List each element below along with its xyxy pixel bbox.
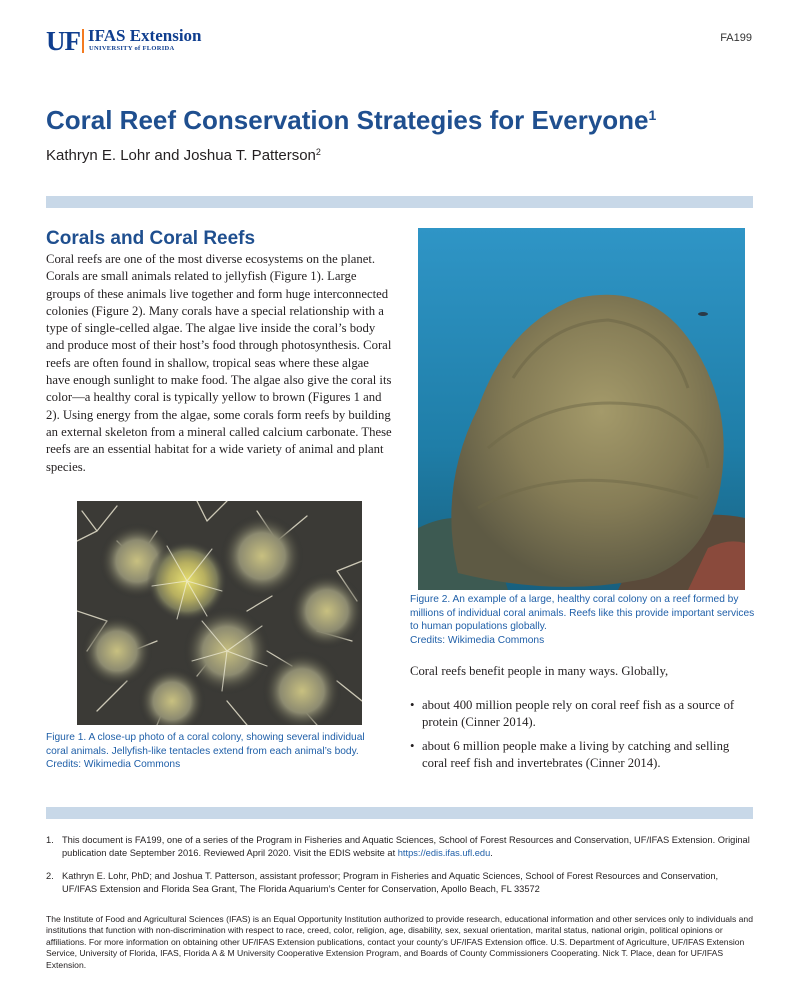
intro-paragraph: Coral reefs are one of the most diverse ecosystems on the planet. Corals are small animals related to jellyfish (Figure 1). Large groups of these animals live together and form huge interconnected colonies (Figure 2). Many corals have a special relationship with a type of single-celled algae. The algae live inside the coral’s body and produce most of their host’s food through photosynthesis. Coral reefs are often found in shallow, tropical seas where these algae have enough sunlight to make food. The algae also give the coral its color—a healthy coral is typically yellow to brown (Figures 1 and 2). Using energy from the algae, some corals form reefs by building an external skeleton from a mineral called calcium carbonate. These reefs are an essential habitat for a wide variety of animal and plant species. (46, 252, 392, 474)
figure2-caption (410, 593, 755, 647)
document-id: FA199 (720, 32, 752, 44)
figure2-photo (418, 228, 745, 590)
page-title (46, 105, 656, 136)
footnote-2-text: Kathryn E. Lohr, PhD; and Joshua T. Patterson, assistant professor; Program in Fisheries and Aquatic Sciences, School of Forest Resources and Conservation, UF/IFAS Extension and Florida Sea Grant, The Florida Aquarium’s Center for Conservation, Apollo Beach, FL 33572 (62, 871, 719, 894)
author-footnote-marker: 2 (315, 147, 321, 157)
footnote-1-text: This document is FA199, one of a series of the Program in Fisheries and Aquatic Sciences, School of Forest Resources and Conservation, UF/IFAS Extension. Original publication date September 2016. Reviewed April 2020. Visit the EDIS website at (62, 835, 750, 858)
logo-ifas-text: IFAS Extension (88, 26, 202, 45)
edis-website-link[interactable]: https://edis.ifas.ufl.edu (397, 848, 491, 858)
figure1-photo (77, 501, 362, 725)
page-title-text: Coral Reef Conservation Strategies for Everyone (46, 105, 649, 135)
author-names: Kathryn E. Lohr and Joshua T. Patterson (46, 147, 316, 164)
figure2-caption-text: Figure 2. An example of a large, healthy coral colony on a reef formed by millions of individual coral animals. Reefs like this provide important services to human populations globally. (410, 594, 755, 632)
footnote-2-number: 2. (46, 871, 54, 881)
header-divider (46, 196, 753, 208)
benefits-list (410, 697, 755, 778)
figure1-caption-text: Figure 1. A close-up photo of a coral colony, showing several individual coral animals. Jellyfish-like tentacles extend from each animal’s body. (46, 732, 365, 757)
disclaimer: The Institute of Food and Agricultural Sciences (IFAS) is an Equal Opportunity Institution authorized to provide research, educational information and other services only to individuals and institutions that function with non-discrimination with respect to race, creed, color, religion, age, disability, sex, sexual orientation, marital status, national origin, political opinions or affiliations. For more information on obtaining other UF/IFAS Extension publications, contact your county’s UF/IFAS Extension office. U.S. Department of Agriculture, UF/IFAS Extension Service, University of Florida, IFAS, Florida A & M University Cooperative Extension Program, and Boards of County Commissioners Cooperating. Nick T. Place, dean for UF/IFAS Extension. (46, 914, 753, 970)
uf-ifas-logo (46, 26, 216, 56)
logo-divider (82, 29, 84, 53)
footnote-2 (46, 870, 751, 896)
figure1-credits: Credits: Wikimedia Commons (46, 759, 181, 770)
coral-polyps-image (77, 501, 362, 725)
footnote-1 (46, 834, 751, 860)
logo-university-text: UNIVERSITY of FLORIDA (89, 45, 175, 52)
title-footnote-marker: 1 (648, 107, 657, 123)
section-heading: Corals and Coral Reefs (46, 228, 256, 249)
figure2-credits: Credits: Wikimedia Commons (410, 634, 545, 646)
list-item: • about 6 million people make a living by catching and selling coral reef fish and invertebrates (Cinner 2014). (410, 738, 755, 773)
list-item: • about 400 million people rely on coral reef fish as a source of protein (Cinner 2014). (410, 697, 755, 732)
footer-divider (46, 807, 753, 819)
authors (46, 147, 321, 164)
footnote-1-number: 1. (46, 835, 54, 845)
footnote-1-body (62, 834, 751, 860)
figure1-caption (46, 731, 376, 772)
footnote-1-end: . (490, 848, 493, 858)
benefits-intro: Coral reefs benefit people in many ways. Globally, (410, 664, 669, 678)
coral-colony-image (418, 228, 745, 590)
logo-uf-mark: UF (46, 26, 80, 56)
